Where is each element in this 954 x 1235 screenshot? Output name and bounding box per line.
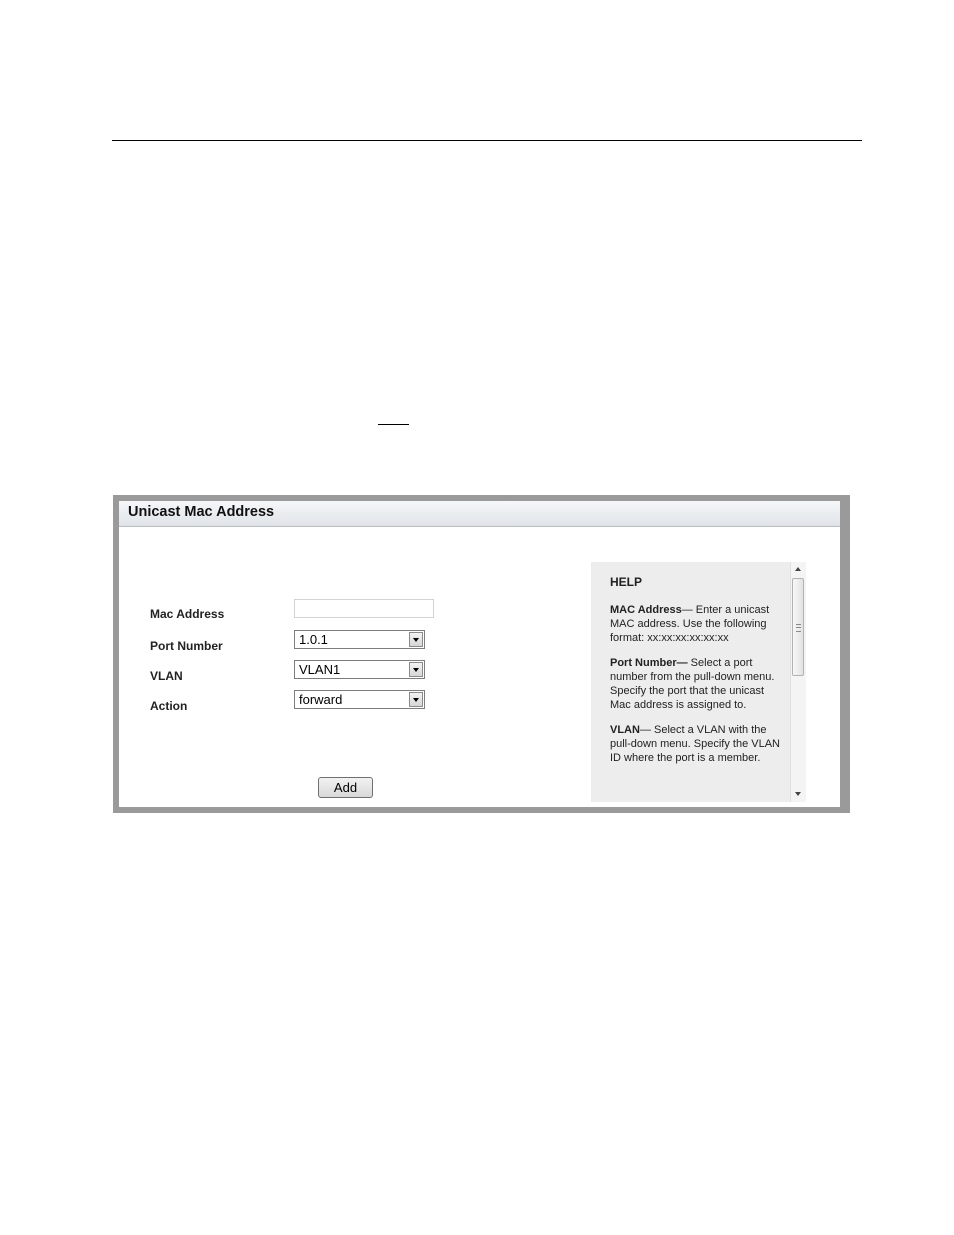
grip-icon [796, 624, 801, 632]
help-term: MAC Address [610, 604, 682, 616]
help-item-port-number [610, 656, 782, 684]
port-number-value: 1.0.1 [299, 632, 328, 647]
action-value: forward [299, 692, 343, 707]
add-button[interactable]: Add [318, 777, 373, 798]
chevron-down-icon[interactable] [409, 692, 423, 707]
help-term: Port Number— [610, 657, 688, 669]
help-text: Specify the port that the unicast Mac address is assigned to. [610, 685, 765, 711]
help-title: HELP [610, 575, 643, 589]
help-item-port-assignment [610, 684, 782, 712]
scroll-up-arrow-icon[interactable] [791, 562, 806, 577]
help-content [610, 575, 782, 776]
mac-address-input[interactable] [294, 599, 434, 618]
panel-title: Unicast Mac Address [128, 504, 275, 520]
chevron-down-icon[interactable] [409, 632, 423, 647]
help-panel [591, 562, 806, 802]
vlan-label: VLAN [150, 669, 183, 683]
panel-header [119, 501, 840, 527]
port-number-select[interactable] [294, 630, 425, 649]
help-text: — Enter a unicast MAC address. Use the following format: xx:xx:xx:xx:xx:xx [610, 604, 770, 644]
help-text: — Select a VLAN with the pull-down menu. Specify the VLAN ID where the port is a member. [610, 724, 780, 764]
vlan-select[interactable] [294, 660, 425, 679]
help-item-mac-address [610, 603, 782, 645]
scroll-down-arrow-icon[interactable] [791, 787, 806, 802]
unicast-mac-panel [119, 501, 840, 807]
chevron-down-icon[interactable] [409, 662, 423, 677]
mac-address-label: Mac Address [150, 607, 225, 621]
help-term: VLAN [610, 724, 640, 736]
help-text: Select a port number from the pull-down menu. [610, 657, 775, 683]
vlan-value: VLAN1 [299, 662, 341, 677]
help-scrollbar[interactable] [790, 562, 806, 802]
text-underline-mark [378, 424, 409, 425]
help-item-vlan [610, 723, 782, 765]
screenshot-frame [113, 495, 850, 813]
action-label: Action [150, 699, 188, 713]
port-number-label: Port Number [150, 639, 223, 653]
page-top-rule [112, 140, 862, 141]
scroll-thumb[interactable] [792, 578, 804, 676]
action-select[interactable] [294, 690, 425, 709]
